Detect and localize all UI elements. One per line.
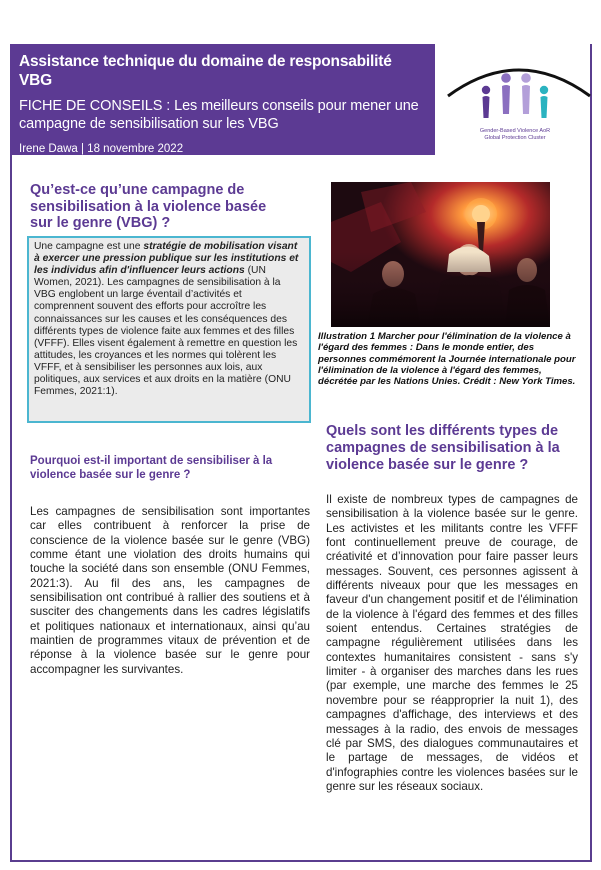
section-1-heading: Qu’est-ce qu’une campagne de sensibilisation à la violence basée sur le genre (VBG) ? [30,182,267,231]
document-title: Assistance technique du domaine de responsabilité VBG [19,53,392,89]
logo-caption [470,128,560,142]
box-bold: stratégie de mobilisation visant à exercer une pression publique sur les institutions et les individus afin d'influencer leurs actions [34,241,299,277]
header-banner [10,44,435,155]
figure-1-icon [482,86,490,118]
definition-box [27,236,311,423]
figure-2-icon [501,73,511,114]
box-rest: (UN Women, 2021). Les campagnes de sensibilisation à la VBG englobent un large éventail d’activités et comprennent souvent des efforts pour accroître les connaissances sur les causes et les conséquences des différents types de violence faite aux femmes et des filles (VFFF). Elles visent également à remettre en question les attitudes, les croyances et les normes qui tolèrent les VFFF, et à sensibiliser les personnes aux lois, aux politiques, aux services et aux droits en la matière (ONU Femmes, 2021:1). [34,265,298,398]
figure-4-icon [540,86,548,118]
figure-caption: Illustration 1 Marcher pour l'élimination de la violence à l'égard des femmes : Dans le monde entier, des personnes commémorent la Journée internationale pour l'élimination de la violence à l'égard des femmes, décrétée par les Nations Unies. Crédit : New York Times. [318,331,576,388]
section-3-heading: Quels sont les différents types de campagnes de sensibilisation à la violence basée sur le genre ? [326,423,560,473]
section-2-heading: Pourquoi est-il important de sensibiliser à la violence basée sur le genre ? [30,455,273,481]
logo-line-2: Global Protection Cluster [484,135,546,141]
logo-line-1: Gender-Based Violence AoR [479,128,551,134]
author-date: Irene Dawa | 18 novembre 2022 [19,143,184,155]
document-subtitle: FICHE DE CONSEILS : Les meilleurs conseils pour mener une campagne de sensibilisation sur les VBG [19,98,419,132]
section-2-body: Les campagnes de sensibilisation sont importantes car elles contribuent à renforcer la prise de conscience de la violence basée sur le genre (VBG) comme étant une violation des droits humains qui touche la société dans son ensemble (ONU Femmes, 2021:3). Au fil des ans, les campagnes de sensibilisation ont contribué à rallier des soutiens et à susciter des changements dans les cadres législatifs et politiques nationaux et internationaux, ainsi qu’au maintien de programmes vitaux de prévention et de réponse à la violence basée sur le genre pour accompagner les survivantes. [30,505,310,676]
box-intro: Une campagne est une [34,241,144,252]
figure-3-icon [521,73,531,114]
section-3-body: Il existe de nombreux types de campagnes de sensibilisation à la violence basée sur le genre. Les activistes et les militants contre les VFFF font continuellement preuve de courage, de créativité et d’innovation pour faire passer leurs messages. Souvent, ces personnes agissent à différents niveaux pour que les messages en faveur d'un changement positif et de l'élimination de la violence à l'égard des femmes et des filles soient entendus. Certaines stratégies de campagne régulièrement utilisées dans les contextes humanitaires consistent - sans s'y limiter - à organiser des marches dans les rues (par exemple, une marche des femmes le 25 novembre pour se réapproprier la nuit 1), des campagnes d'affichage, des interviews et des messages à la radio, des envois de messages clé par SMS, des dialogues communautaires et le partage de messages, de vidéos et d'infographies contre les violences basées sur le genre sur les réseaux sociaux. [326,493,578,793]
march-photo [331,182,550,327]
